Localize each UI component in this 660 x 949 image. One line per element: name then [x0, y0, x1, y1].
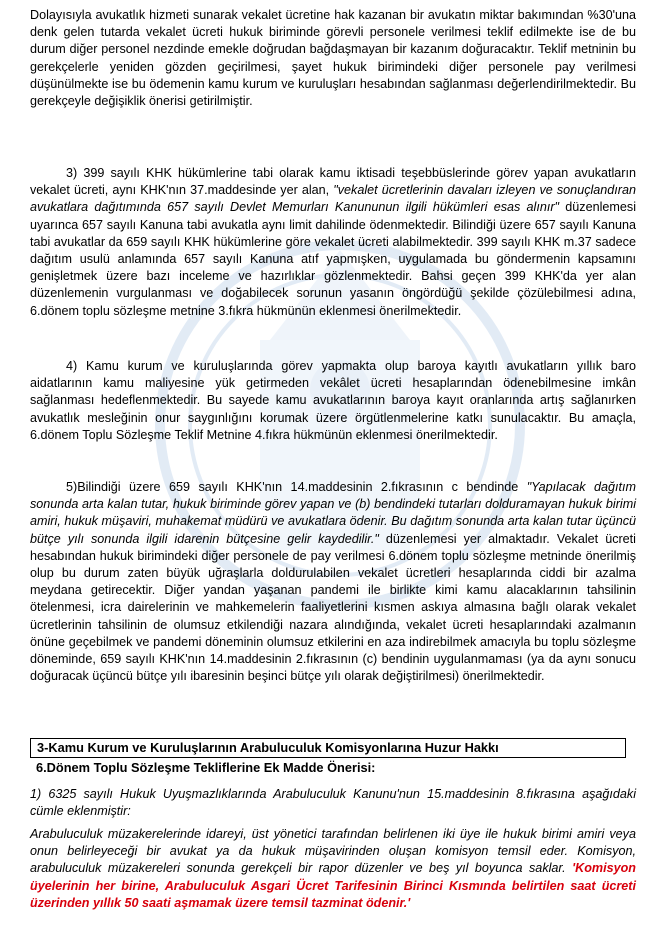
- paragraph-item-3: [30, 165, 636, 320]
- paragraph-item-5: [30, 479, 636, 685]
- paragraph-item-3-quote: "vekalet ücretlerinin davaları izleyen ve sonuçlandıran avukatlara dağıtımında 657 sayılı Devlet Memurları Kanununun ilgili hükümleri esas alınır": [30, 183, 637, 215]
- paragraph-item-5-text-a: 5)Bilindiği üzere 659 sayılı KHK'nın 14.maddesinin 2.fıkrasının c bendinde: [66, 480, 527, 494]
- paragraph-item-5-quote: "Yapılacak dağıtım sonunda arta kalan tutar, hukuk biriminde görev yapan ve (b) bendindeki tutarları dolduramayan hukuk birimi amiri, hukuk müşaviri, muhakemat müdürü ve avukatlara ödenir. Bu dağıtım sonunda arta kalan tutar üçüncü bütçe yılı sonunda ilgili idarenin bütçesine gelir kaydedilir.": [30, 480, 636, 546]
- paragraph-item-3-text-a: 3) 399 sayılı KHK hükümlerine tabi olarak kamu iktisadi teşebbüslerinde görev yapan avukatların vekalet ücreti, aynı KHK'nın 37.maddesinde yer alan,: [30, 166, 636, 198]
- paragraph-item-5-text-b: düzenlemesi yer almaktadır. Vekalet ücreti hesabından hukuk birimindeki diğer personele de pay verilmesi 6.dönem toplu sözleşme metninde önerilmiş olup bu durum zaten büyük uğraşlarla doldurulabilen vekalet ücretleri hesaplarında ciddi bir azalma meydana getirecektir. Diğer yandan yaşanan pandemi ile birlikte kimi kamu alacaklarının tahsilinin ötelenmesi, icra dairelerinin ve mahkemelerin faaliyetlerini kısmen askıya almasına bağlı olarak vekalet ücretlerinin tahsilinin de olumsuz etkilendiği nazara alındığında, vekalet ücreti hesaplarındaki azalmanın önüne geçebilmek ve pandemi döneminin olumsuz etkilerini en aza indirebilmek amacıyla bu toplu sözleşme döneminde, 659 sayılı KHK'nın 14.maddesinin 2.fıkrasının (c) bendinin uygulanmaması (ya da aynı sonucu doğuracak üçüncü bütçe yılı ibaresinin beşinci bütçe yılı olarak değiştirilmesi) önerilmektedir.: [30, 531, 636, 684]
- section-heading: 3-Kamu Kurum ve Kuruluşlarının Arabuluculuk Komisyonlarına Huzur Hakkı: [30, 738, 626, 758]
- paragraph-item-3-text-b: düzenlemesi uyarınca 657 sayılı Kanuna tabi avukatla aynı limit dahilinde ödenmektedir. Bilindiği üzere 657 sayılı Kanuna tabi avukatlar da 659 sayılı KHK hükümlerine göre vekalet ücreti alabilmektedir. 399 sayılı KHK m.37 sadece dağıtım usulü anlamında 657 sayılı Kanuna atıf yapmışken, uygulamada bu göndermenin kapsamını genişletmek üzere bazı inceleme ve hazırlıklar gözlenmektedir. Bahsi geçen 399 KHK'da yer alan düzenlemenin vurgulanması ve doğabilecek sorunun yasanın öngördüğü şekilde çözülebilmesi adına, 6.dönem toplu sözleşme metnine 3.fıkra hükmünün eklenmesi önerilmektedir.: [30, 200, 636, 318]
- paragraph-item-4: 4) Kamu kurum ve kuruluşlarında görev yapmakta olup baroya kayıtlı avukatların yıllık baro aidatlarının kamu maliyesine yük getirmeden vekâlet ücreti hesaplarından ödenebilmesine imkân sağlanması hedeflenmektedir. Bu sayede kamu avukatlarının baroya kayıt oranlarında artış sağlanırken avukatlık mesleğinin onur saygınlığını korumak üzere örgütlenmelerine katkı sunulacaktır. Bu amaçla, 6.dönem Toplu Sözleşme Teklif Metnine 4.fıkra hükmünün eklenmesi önerilmektedir.: [30, 359, 636, 442]
- paragraph-1: Dolayısıyla avukatlık hizmeti sunarak vekalet ücretine hak kazanan bir avukatın miktar bakımından %30'una denk gelen tutarda vekalet ücreti hukuk biriminde görevli personele verilmesi teklif edilmekte ise de bu durum diğer personel nezdinde emekle doğrudan bağdaşmayan bir kazanım doğuracaktır. Teklif metninin bu gerekçelerle yeniden gözden geçirilmesi, şayet hukuk birimindeki diğer personele pay verilmesi düşünülmekte ise bu ödemenin kamu kurum ve kuruluşları hesabından sağlanması değerlendirilmektedir. Bu gerekçeyle değişiklik önerisi getirilmiştir.: [30, 8, 636, 109]
- amendment-added-sentence: 'Komisyon üyelerinin her birine, Arabuluculuk Asgari Ücret Tarifesinin Birinci Kısmında belirtilen saat ücreti üzerinden yıllık 50 saati aşmamak üzere temsil tazminat ödenir.': [30, 861, 636, 910]
- paragraph-amendment: [30, 826, 636, 912]
- amendment-text: Arabuluculuk müzakerelerinde idareyi, üst yönetici tarafından belirlenen iki üye ile hukuk birimi amiri veya onun belirleyeceği bir avukat ya da hukuk müşavirinden oluşan komisyon temsil eder. Komisyon, arabuluculuk müzakereleri sonunda gerekçeli bir rapor düzenler ve beş yıl boyunca saklar.: [30, 827, 636, 876]
- section-subheading: 6.Dönem Toplu Sözleşme Tekliflerine Ek Madde Önerisi:: [36, 760, 376, 775]
- paragraph-article-1: 1) 6325 sayılı Hukuk Uyuşmazlıklarında Arabuluculuk Kanunu'nun 15.maddesinin 8.fıkrasına aşağıdaki cümle eklenmiştir:: [30, 787, 636, 819]
